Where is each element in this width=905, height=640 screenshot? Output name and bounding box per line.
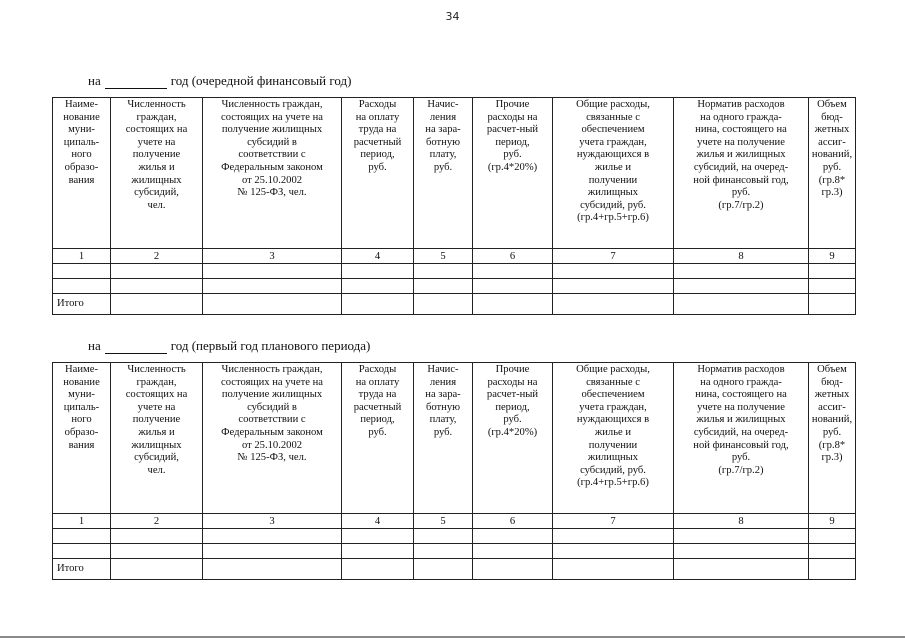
table-cell [53,529,111,544]
table-row [53,529,856,544]
column-number: 5 [414,514,473,529]
column-number: 9 [809,249,856,264]
table-cell [809,529,856,544]
table-row [53,279,856,294]
column-header: Расходы на оплату труда на расчетный период, руб. [342,363,414,514]
table-cell [473,544,553,559]
table-cell [53,544,111,559]
table-cell [414,544,473,559]
table-cell [203,544,342,559]
table-cell [809,559,856,580]
table-cell [414,294,473,315]
table-cell [809,544,856,559]
column-header: Прочие расходы на расчет-ный период, руб. (гр.4*20%) [473,98,553,249]
column-number: 5 [414,249,473,264]
table-cell [111,559,203,580]
table-cell [473,279,553,294]
header-row [53,363,856,514]
heading-prefix: на [88,73,101,88]
table-cell [473,264,553,279]
column-number: 7 [553,514,674,529]
table-cell [674,264,809,279]
year-blank-line [105,76,167,89]
table-cell [111,279,203,294]
budget-table [52,97,856,315]
column-header: Численность граждан, состоящих на учете на получение жилищных субсидий в соответствии с Федеральным законом от 25.10.2002 № 125-ФЗ, чел. [203,363,342,514]
table-cell [674,529,809,544]
column-number: 4 [342,249,414,264]
table-cell [53,279,111,294]
table-cell [342,264,414,279]
table-cell [553,264,674,279]
header-row [53,98,856,249]
table-cell [342,529,414,544]
heading-suffix: год (первый год планового периода) [170,338,371,353]
total-label: Итого [53,294,111,315]
page-edge-line [0,636,905,638]
column-number: 2 [111,514,203,529]
table-cell [473,559,553,580]
column-header: Объем бюд- жетных ассиг- нований, руб. (гр.8* гр.3) [809,363,856,514]
table-cell [111,544,203,559]
table-cell [414,264,473,279]
table-cell [111,264,203,279]
table-cell [809,264,856,279]
year-blank-line [105,341,167,354]
column-header: Прочие расходы на расчет-ный период, руб. (гр.4*20%) [473,363,553,514]
table-cell [473,529,553,544]
total-label: Итого [53,559,111,580]
column-header: Норматив расходов на одного гражда- нина, состоящего на учете на получение жилья и жилищных субсидий, на очеред- ной финансовый год, руб. (гр.7/гр.2) [674,98,809,249]
total-row [53,559,856,580]
column-number: 8 [674,514,809,529]
section-heading [88,73,351,89]
column-number-row [53,249,856,264]
column-header: Общие расходы, связанные с обеспечением учета граждан, нуждающихся в жилье и получении жилищных субсидий, руб. (гр.4+гр.5+гр.6) [553,98,674,249]
budget-table [52,362,856,580]
table-cell [342,294,414,315]
table-cell [203,279,342,294]
column-number: 1 [53,514,111,529]
table-row [53,264,856,279]
column-number: 7 [553,249,674,264]
table-cell [414,529,473,544]
table-cell [203,294,342,315]
column-header: Наиме- нование муни- ципаль- ного образо- вания [53,363,111,514]
column-header: Численность граждан, состоящих на учете на получение жилья и жилищных субсидий, чел. [111,363,203,514]
column-header: Численность граждан, состоящих на учете на получение жилья и жилищных субсидий, чел. [111,98,203,249]
table-cell [111,294,203,315]
table-cell [674,559,809,580]
table-cell [53,264,111,279]
table-cell [414,279,473,294]
column-header: Численность граждан, состоящих на учете на получение жилищных субсидий в соответствии с Федеральным законом от 25.10.2002 № 125-ФЗ, чел. [203,98,342,249]
column-header: Начис- ления на зара- ботную плату, руб. [414,98,473,249]
table-cell [809,294,856,315]
column-number: 6 [473,249,553,264]
section-heading [88,338,370,354]
table-cell [342,559,414,580]
column-number: 4 [342,514,414,529]
table-cell [809,279,856,294]
table-cell [674,544,809,559]
column-number: 9 [809,514,856,529]
page-number: 34 [445,10,460,23]
column-number: 1 [53,249,111,264]
column-number: 8 [674,249,809,264]
table-cell [111,529,203,544]
column-header: Расходы на оплату труда на расчетный период, руб. [342,98,414,249]
column-header: Объем бюд- жетных ассиг- нований, руб. (гр.8* гр.3) [809,98,856,249]
table-cell [203,264,342,279]
table-cell [203,559,342,580]
table-row [53,544,856,559]
column-header: Начис- ления на зара- ботную плату, руб. [414,363,473,514]
table-cell [553,559,674,580]
table-cell [553,529,674,544]
table-cell [342,279,414,294]
column-header: Норматив расходов на одного гражда- нина, состоящего на учете на получение жилья и жилищных субсидий, на очеред- ной финансовый год, руб. (гр.7/гр.2) [674,363,809,514]
table-cell [553,544,674,559]
column-number: 2 [111,249,203,264]
table-cell [553,279,674,294]
column-number: 6 [473,514,553,529]
heading-prefix: на [88,338,101,353]
column-number: 3 [203,249,342,264]
table-cell [203,529,342,544]
column-header: Общие расходы, связанные с обеспечением учета граждан, нуждающихся в жилье и получении жилищных субсидий, руб. (гр.4+гр.5+гр.6) [553,363,674,514]
table-cell [342,544,414,559]
column-number-row [53,514,856,529]
table-cell [414,559,473,580]
table-cell [473,294,553,315]
column-header: Наиме- нование муни- ципаль- ного образо- вания [53,98,111,249]
table-cell [674,294,809,315]
total-row [53,294,856,315]
heading-suffix: год (очередной финансовый год) [170,73,352,88]
column-number: 3 [203,514,342,529]
table-cell [674,279,809,294]
table-cell [553,294,674,315]
